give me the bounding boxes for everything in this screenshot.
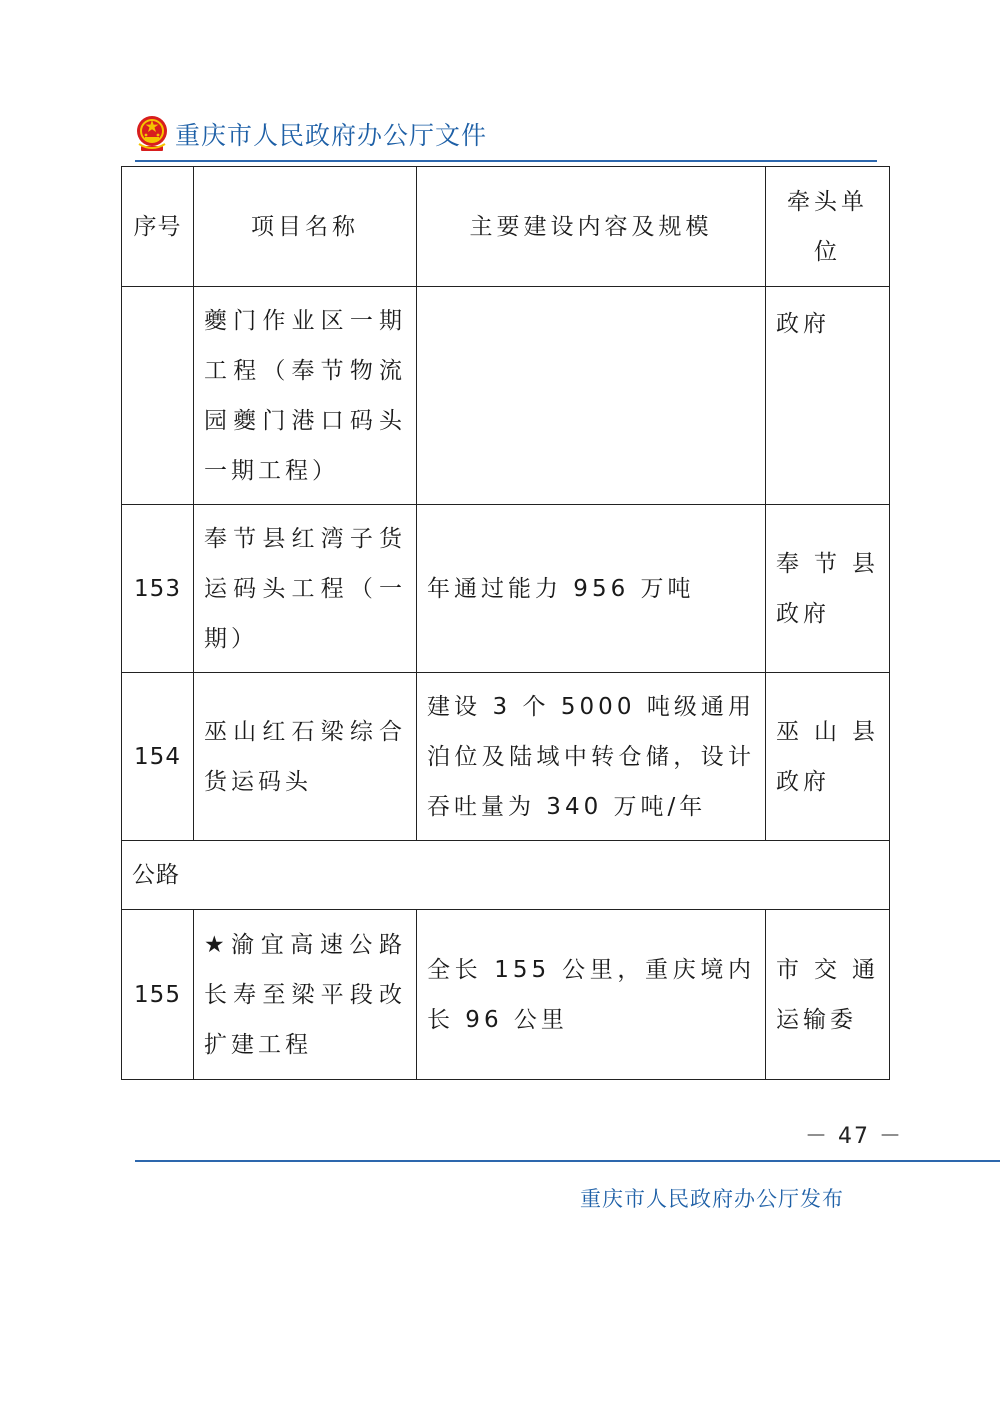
- column-header-content: 主要建设内容及规模: [417, 167, 766, 287]
- publisher-label: 重庆市人民政府办公厅发布: [580, 1187, 844, 1211]
- project-name: ★渝宜高速公路长寿至梁平段改扩建工程: [194, 910, 417, 1080]
- row-number: 154: [122, 673, 194, 841]
- national-emblem-icon: [135, 114, 169, 154]
- project-content: 全长 155 公里，重庆境内长 96 公里: [417, 910, 766, 1080]
- table-header-row: [122, 167, 890, 287]
- lead-unit: 巫山县政府: [766, 673, 890, 841]
- project-name: 奉节县红湾子货运码头工程（一期）: [194, 505, 417, 673]
- header-divider: [135, 160, 877, 162]
- row-number: 153: [122, 505, 194, 673]
- table-row: [122, 673, 890, 841]
- table-row: [122, 505, 890, 673]
- document-header: [135, 112, 487, 156]
- header-title: 重庆市人民政府办公厅文件: [175, 121, 488, 150]
- project-content: [417, 287, 766, 505]
- row-number: 155: [122, 910, 194, 1080]
- footer-divider: [135, 1160, 1000, 1162]
- project-table: [121, 166, 890, 1080]
- lead-unit: 市交通运输委: [766, 910, 890, 1080]
- project-content: 年通过能力 956 万吨: [417, 505, 766, 673]
- lead-unit: 政府: [766, 287, 890, 505]
- page-number: － 47 －: [805, 1124, 903, 1149]
- column-header-name: 项目名称: [194, 167, 417, 287]
- section-label: 公路: [122, 841, 890, 910]
- table-row: [122, 910, 890, 1080]
- column-header-lead: 牵头单位: [766, 167, 890, 287]
- project-content: 建设 3 个 5000 吨级通用泊位及陆域中转仓储，设计吞吐量为 340 万吨/年: [417, 673, 766, 841]
- project-name: 夔门作业区一期工程（奉节物流园夔门港口码头一期工程）: [194, 287, 417, 505]
- lead-unit: 奉节县政府: [766, 505, 890, 673]
- project-name: 巫山红石梁综合货运码头: [194, 673, 417, 841]
- row-number: [122, 287, 194, 505]
- table-row: [122, 287, 890, 505]
- column-header-no: 序号: [122, 167, 194, 287]
- section-row: [122, 841, 890, 910]
